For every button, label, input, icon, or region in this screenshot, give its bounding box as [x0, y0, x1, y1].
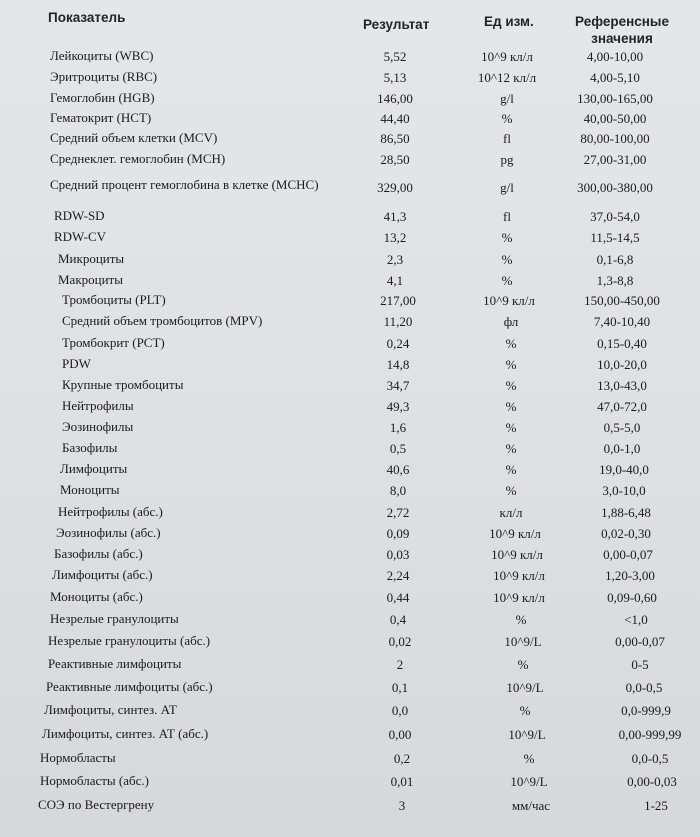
row-name: Реактивные лимфоциты: [48, 656, 182, 671]
row-reference: 7,40-10,40: [593, 314, 651, 329]
row-unit: %: [501, 111, 513, 126]
row-unit: fl: [503, 131, 511, 146]
row-value: 8,0: [389, 483, 407, 498]
row-value: 0,09: [386, 526, 410, 541]
row-name: Лимфоциты: [60, 461, 128, 476]
row-value: 41,3: [383, 209, 407, 224]
row-name: Базофилы (абс.): [54, 546, 143, 561]
row-value: 146,00: [377, 91, 413, 106]
row-unit: %: [517, 657, 529, 672]
row-value: 329,00: [377, 180, 413, 195]
row-reference: 80,00-100,00: [580, 131, 650, 146]
row-unit: %: [505, 420, 517, 435]
row-reference: 40,00-50,00: [583, 111, 647, 126]
row-name: Незрелые гранулоциты: [50, 611, 179, 626]
row-name: Моноциты: [60, 482, 120, 497]
row-name: Незрелые гранулоциты (абс.): [48, 633, 211, 648]
row-reference: 37,0-54,0: [590, 209, 640, 224]
row-reference: 47,0-72,0: [597, 399, 647, 414]
row-reference: 4,00-5,10: [590, 70, 640, 85]
row-value: 0,03: [386, 547, 410, 562]
row-unit: %: [501, 230, 513, 245]
row-reference: 300,00-380,00: [577, 180, 653, 195]
row-unit: %: [523, 751, 535, 766]
row-unit: %: [505, 483, 517, 498]
row-value: 3: [398, 798, 406, 813]
row-name: Средний объем тромбоцитов (MPV): [62, 313, 263, 328]
row-name: Микроциты: [58, 251, 125, 266]
row-name: Тромбокрит (PCT): [62, 335, 165, 350]
row-name: PDW: [62, 356, 91, 371]
row-name: Среднеклет. гемоглобин (MCH): [50, 151, 226, 166]
row-value: 217,00: [380, 293, 416, 308]
row-value: 0,00: [388, 727, 412, 742]
row-value: 14,8: [386, 357, 410, 372]
row-value: 0,1: [391, 680, 409, 695]
row-reference: 150,00-450,00: [584, 293, 660, 308]
row-name: Реактивные лимфоциты (абс.): [46, 679, 213, 694]
row-unit: 10^9/L: [504, 634, 542, 649]
row-unit: %: [501, 273, 513, 288]
row-unit: фл: [503, 314, 519, 329]
row-value: 2,3: [386, 252, 404, 267]
row-value: 2,72: [386, 505, 410, 520]
row-reference: 1,3-8,8: [596, 273, 634, 288]
row-value: 0,0: [391, 703, 409, 718]
row-name: Лимфоциты, синтез. АТ (абс.): [42, 726, 209, 741]
row-name: Гематокрит (HCT): [50, 110, 152, 125]
row-unit: %: [501, 252, 513, 267]
row-reference: 0,1-6,8: [596, 252, 634, 267]
row-unit: 10^9 кл/л: [483, 293, 535, 308]
row-name: Лейкоциты (WBC): [50, 48, 154, 63]
row-reference: 11,5-14,5: [590, 230, 640, 245]
row-reference: 0-5: [631, 657, 649, 672]
row-reference: 130,00-165,00: [577, 91, 653, 106]
row-unit: %: [505, 336, 517, 351]
row-value: 1,6: [389, 420, 407, 435]
row-unit: 10^12 кл/л: [477, 70, 537, 85]
row-unit: g/l: [500, 180, 514, 195]
row-unit: pg: [500, 152, 514, 167]
row-reference: 0,0-0,5: [631, 751, 669, 766]
row-name: Макроциты: [58, 272, 123, 287]
row-reference: 0,02-0,30: [601, 526, 651, 541]
row-value: 40,6: [386, 462, 410, 477]
row-unit: %: [505, 462, 517, 477]
row-value: 0,5: [389, 441, 407, 456]
header-indicator: Показатель: [48, 10, 126, 25]
row-name: Тромбоциты (PLT): [62, 292, 166, 307]
row-name: Лимфоциты (абс.): [52, 567, 153, 582]
row-reference: 0,0-1,0: [603, 441, 641, 456]
row-reference: 0,15-0,40: [597, 336, 647, 351]
row-name: Эритроциты (RBC): [50, 69, 158, 84]
row-reference: 0,09-0,60: [607, 590, 657, 605]
row-unit: мм/час: [511, 798, 551, 813]
row-reference: 4,00-10,00: [586, 49, 644, 64]
row-unit: 10^9/L: [508, 727, 546, 742]
row-value: 0,02: [388, 634, 412, 649]
row-reference: 1,88-6,48: [601, 505, 651, 520]
row-unit: %: [505, 378, 517, 393]
row-name: Нейтрофилы: [62, 398, 134, 413]
row-value: 49,3: [386, 399, 410, 414]
row-value: 2,24: [386, 568, 410, 583]
row-value: 0,24: [386, 336, 410, 351]
row-reference: 1-25: [644, 798, 668, 813]
row-reference: <1,0: [624, 612, 648, 627]
row-value: 34,7: [386, 378, 410, 393]
row-name: RDW-SD: [54, 208, 105, 223]
row-value: 2: [396, 657, 404, 672]
row-unit: %: [505, 399, 517, 414]
row-reference: 0,0-999,9: [621, 703, 671, 718]
row-name: Моноциты (абс.): [50, 589, 143, 604]
row-value: 13,2: [383, 230, 407, 245]
row-name: Нормобласты: [40, 750, 116, 765]
row-unit: 10^9 кл/л: [493, 590, 545, 605]
row-unit: 10^9 кл/л: [491, 547, 543, 562]
row-unit: g/l: [500, 91, 514, 106]
row-name: Эозинофилы (абс.): [56, 525, 161, 540]
row-unit: 10^9 кл/л: [481, 49, 533, 64]
row-unit: %: [505, 357, 517, 372]
row-value: 5,52: [383, 49, 407, 64]
row-reference: 19,0-40,0: [599, 462, 649, 477]
row-name: Средний объем клетки (MCV): [50, 130, 218, 145]
row-value: 0,4: [389, 612, 407, 627]
row-reference: 0,5-5,0: [603, 420, 641, 435]
row-name: Крупные тромбоциты: [62, 377, 184, 392]
row-value: 0,44: [386, 590, 410, 605]
row-value: 11,20: [383, 314, 413, 329]
row-name: Средний процент гемоглобина в клетке (MCHC): [50, 177, 319, 192]
header-unit: Ед изм.: [484, 14, 534, 29]
row-name: Гемоглобин (HGB): [50, 90, 155, 105]
row-reference: 0,0-0,5: [625, 680, 663, 695]
row-value: 44,40: [380, 111, 410, 126]
row-unit: %: [519, 703, 531, 718]
row-unit: 10^9/L: [510, 774, 548, 789]
row-unit: 10^9/L: [506, 680, 544, 695]
row-unit: fl: [503, 209, 511, 224]
row-name: Нормобласты (абс.): [40, 773, 149, 788]
row-unit: 10^9 кл/л: [493, 568, 545, 583]
row-reference: 27,00-31,00: [583, 152, 647, 167]
row-reference: 0,00-0,03: [627, 774, 677, 789]
row-value: 0,01: [390, 774, 414, 789]
row-reference: 10,0-20,0: [597, 357, 647, 372]
row-reference: 0,00-0,07: [603, 547, 653, 562]
row-reference: 0,00-0,07: [615, 634, 665, 649]
row-value: 0,2: [393, 751, 411, 766]
row-value: 4,1: [386, 273, 404, 288]
header-reference: Референсные значения: [575, 14, 669, 46]
row-name: RDW-CV: [54, 229, 106, 244]
row-reference: 0,00-999,99: [618, 727, 682, 742]
header-result: Результат: [363, 17, 430, 32]
row-value: 28,50: [380, 152, 410, 167]
row-name: Лимфоциты, синтез. АТ: [44, 702, 177, 717]
row-unit: %: [515, 612, 527, 627]
row-reference: 3,0-10,0: [602, 483, 646, 498]
row-name: Базофилы: [62, 440, 118, 455]
row-reference: 13,0-43,0: [597, 378, 647, 393]
row-unit: 10^9 кл/л: [489, 526, 541, 541]
row-unit: %: [505, 441, 517, 456]
row-unit: кл/л: [499, 505, 523, 520]
row-name: Нейтрофилы (абс.): [58, 504, 163, 519]
row-value: 86,50: [380, 131, 410, 146]
row-reference: 1,20-3,00: [605, 568, 655, 583]
row-value: 5,13: [383, 70, 407, 85]
row-name: Эозинофилы: [62, 419, 134, 434]
row-name: СОЭ по Вестергрену: [38, 797, 155, 812]
